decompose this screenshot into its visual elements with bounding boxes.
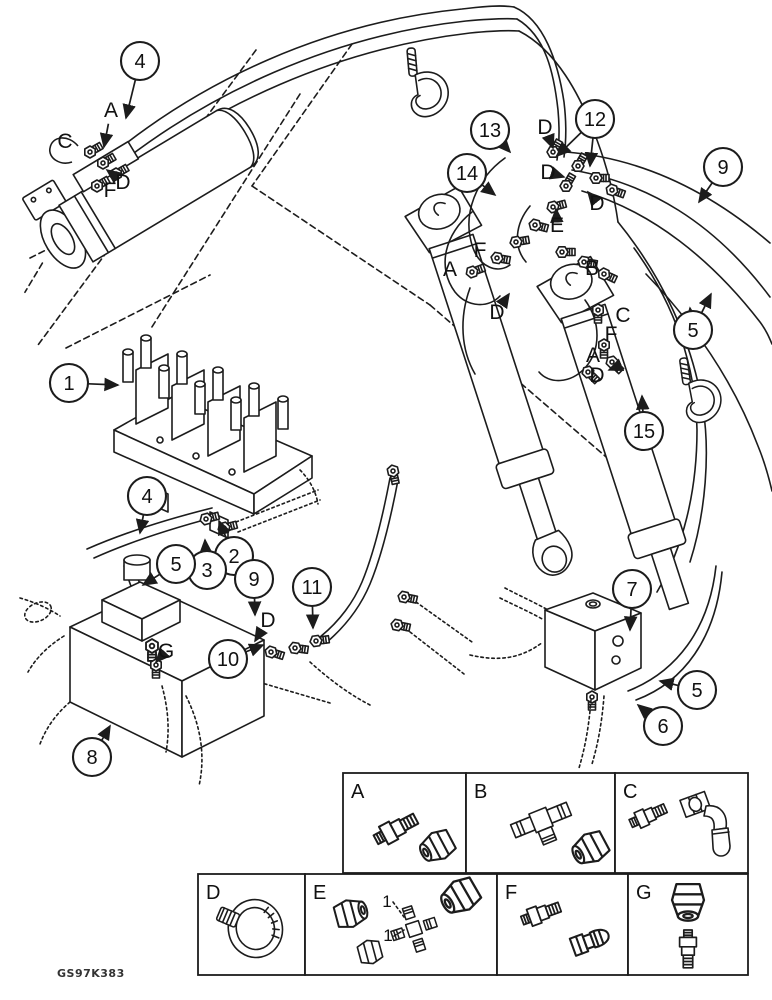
callout-5 [674,294,712,349]
part-label-f-8 [474,239,487,262]
callout-number: 9 [248,569,260,591]
callout-5 [660,671,716,709]
detail-box-letter: G [636,882,652,904]
callout-number: 3 [201,560,213,582]
part-label-d-17 [255,609,276,641]
svg-text:F: F [473,239,487,262]
part-label-b-10 [585,257,599,280]
callout-number: 5 [691,680,703,702]
callout-number: 14 [455,163,479,185]
svg-text:1: 1 [382,892,392,911]
svg-text:D: D [489,301,505,324]
svg-text:A: A [103,99,119,122]
detail-box-letter: A [351,781,365,803]
stick-cylinder [0,79,267,300]
svg-text:D: D [540,161,556,184]
callout-number: 9 [717,157,729,179]
part-label-g-16 [156,640,174,663]
check-valve-block [470,588,641,768]
svg-text:D: D [589,192,605,215]
boom-cylinders [401,183,711,617]
callout-4 [128,477,166,533]
callout-number: 11 [301,577,323,599]
callout-number: 8 [86,747,98,769]
callout-number: 15 [632,421,656,443]
svg-text:A: A [585,344,601,367]
callout-11 [293,568,331,628]
svg-text:1: 1 [383,926,393,945]
detail-box-letter: E [313,882,327,904]
callout-number: 10 [216,649,240,671]
part-label-d-6 [588,192,605,215]
callout-number: 13 [478,120,502,142]
svg-text:G: G [157,640,175,663]
callout-4 [121,42,159,118]
callout-number: 1 [63,373,75,395]
svg-text:D: D [589,364,605,387]
callout-8 [73,726,111,776]
detail-g-swivel-nut [672,884,704,921]
detail-box-grid [198,773,748,975]
callout-number: 2 [228,546,240,568]
callout-1 [50,364,118,402]
figure-code: GS97K383 [57,967,125,980]
part-label-d-5 [540,161,564,184]
callout-number: 4 [134,51,146,73]
detail-box-letter: C [623,781,638,803]
detail-box-letter: B [474,781,488,803]
callout-6 [638,705,682,745]
svg-text:C: C [57,130,73,153]
svg-text:D: D [260,609,276,632]
svg-text:D: D [115,171,131,194]
svg-text:E: E [549,214,565,237]
hose-clamp-top [406,45,450,118]
callout-number: 7 [626,579,638,601]
callout-9 [235,560,273,615]
callout-number: 4 [141,486,153,508]
part-label-f-13 [605,323,618,346]
part-label-a-9 [443,258,457,281]
callout-number: 5 [687,320,699,342]
part-label-f-3 [104,179,117,202]
callout-number: 5 [170,554,182,576]
callout-number: 12 [583,109,607,131]
svg-text:D: D [537,116,553,139]
part-label-d-4 [537,116,553,148]
svg-text:F: F [103,179,117,202]
callout-number: 6 [657,716,669,738]
detail-box-letter: F [505,882,518,904]
svg-text:F: F [604,323,618,346]
part-label-e-7 [550,209,564,237]
svg-text:B: B [584,257,600,280]
part-label-c-12 [615,304,630,327]
callout-13 [471,111,510,152]
part-label-a-0 [104,99,118,147]
svg-text:A: A [442,258,458,281]
part-label-c-1 [57,130,72,153]
detail-box-letter: D [206,882,221,904]
svg-text:C: C [615,304,631,327]
detail-box-f [497,874,628,975]
callout-9 [699,148,742,202]
